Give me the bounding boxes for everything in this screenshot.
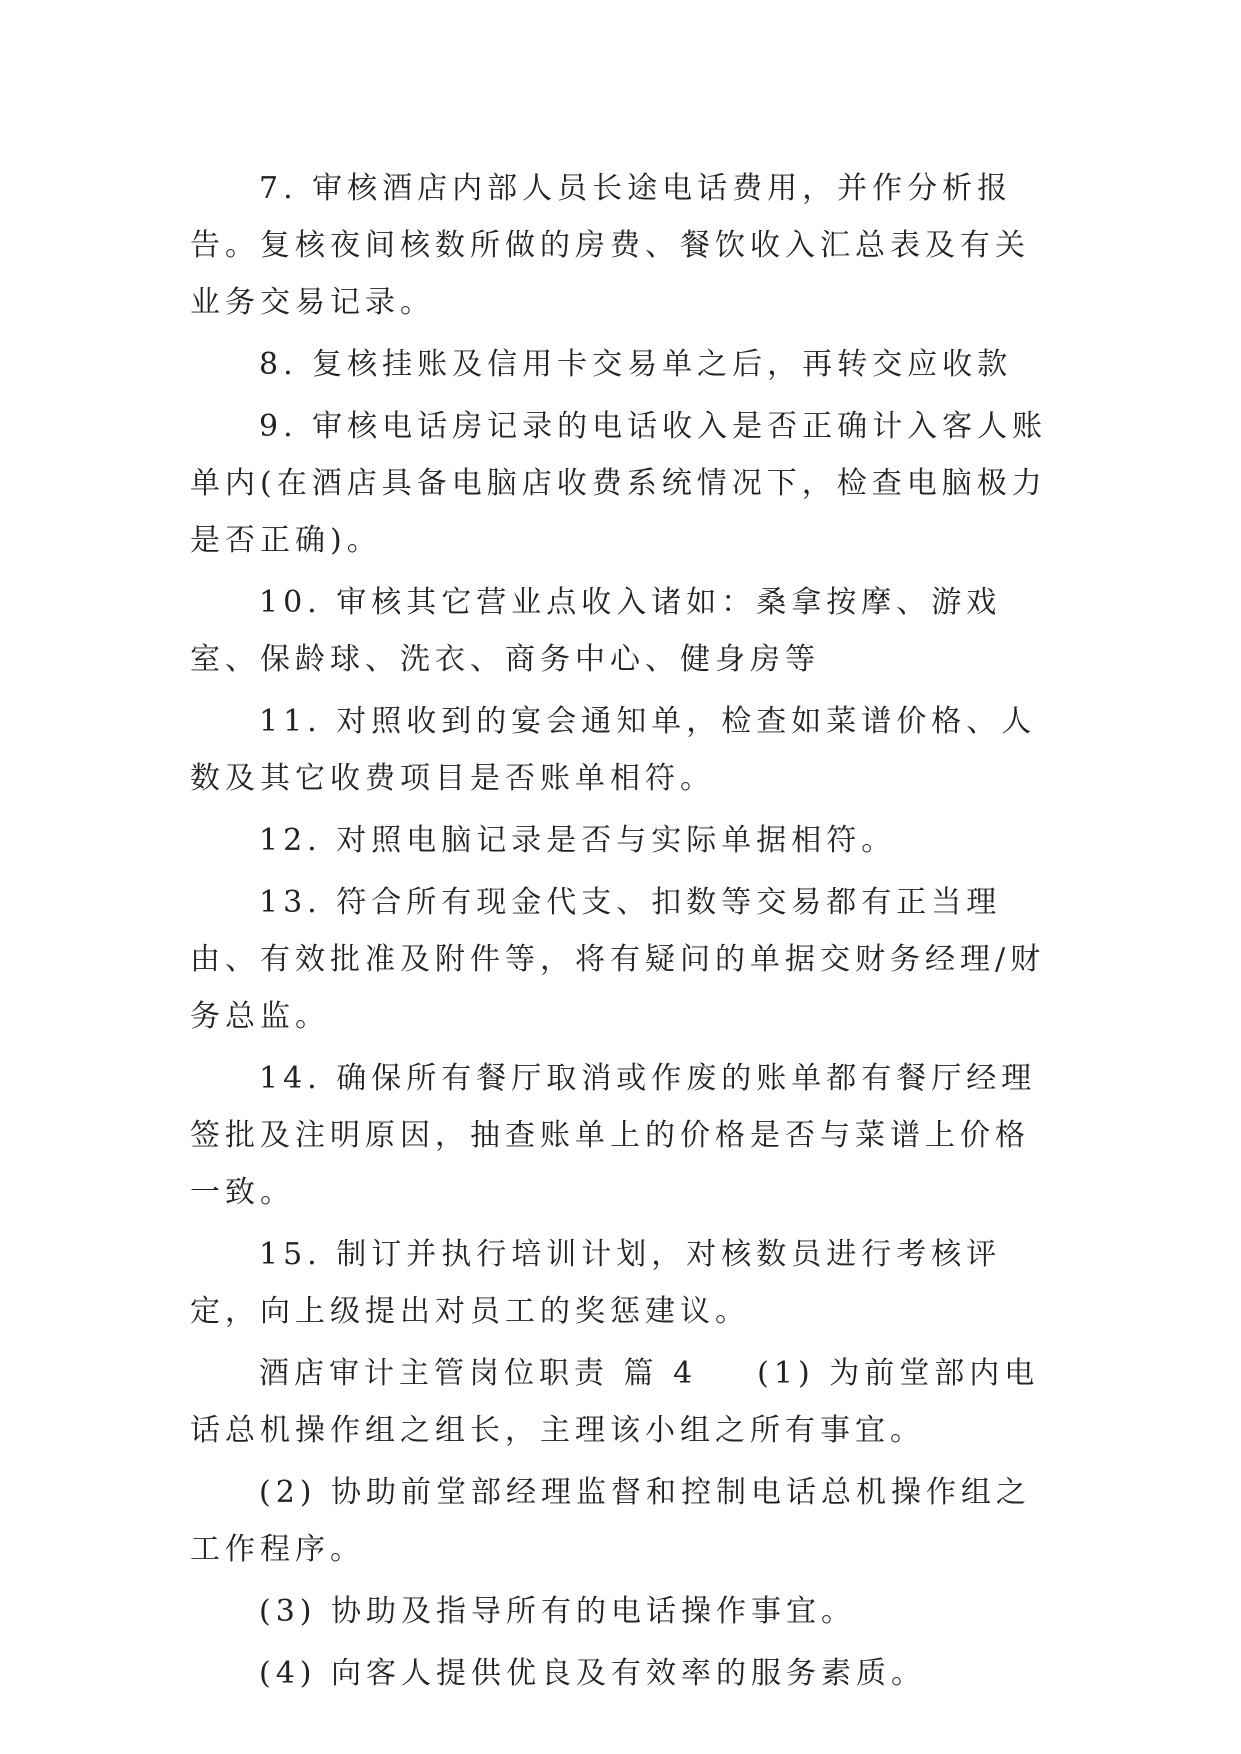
paragraph-item-13: 13. 符合所有现金代支、扣数等交易都有正当理由、有效批准及附件等，将有疑问的单据交财务经理/财务总监。 — [190, 885, 1046, 1034]
duty-item-3: (3) 协助及指导所有的电话操作事宜。 — [259, 1594, 857, 1629]
paragraph-item-15: 15. 制订并执行培训计划，对核数员进行考核评定，向上级提出对员工的奖惩建议。 — [190, 1237, 1002, 1329]
paragraph-item-7: 7. 审核酒店内部人员长途电话费用，并作分析报告。复核夜间核数所做的房费、餐饮收入汇总表及有关业务交易记录。 — [190, 171, 1030, 320]
section-heading: 酒店审计主管岗位职责 篇 4 — [259, 1356, 698, 1391]
paragraph-item-12: 12. 对照电脑记录是否与实际单据相符。 — [259, 823, 897, 858]
paragraph-item-9: 9. 审核电话房记录的电话收入是否正确计入客人账单内(在酒店具备电脑店收费系统情况下，检查电脑极力是否正确)。 — [190, 409, 1048, 558]
paragraph-item-10: 10. 审核其它营业点收入诸如：桑拿按摩、游戏室、保龄球、洗衣、商务中心、健身房等 — [190, 585, 1002, 677]
section-paragraph — [190, 1345, 1052, 1459]
duty-item-4: (4) 向客人提供优良及有效率的服务素质。 — [259, 1656, 927, 1691]
duty-item-2: (2) 协助前堂部经理监督和控制电话总机操作组之工作程序。 — [190, 1475, 1032, 1567]
paragraph-item-8: 8. 复核挂账及信用卡交易单之后，再转交应收款 — [259, 347, 1013, 382]
duty-item-1: (1) 为前堂部内电话总机操作组之组长，主理该小组之所有事宜。 — [190, 1356, 1040, 1448]
paragraph-item-11: 11. 对照收到的宴会通知单，检查如菜谱价格、人数及其它收费项目是否账单相符。 — [190, 704, 1037, 796]
document-body — [190, 160, 1052, 1707]
paragraph-item-14: 14. 确保所有餐厅取消或作废的账单都有餐厅经理签批及注明原因，抽查账单上的价格是否与菜谱上价格一致。 — [190, 1061, 1037, 1210]
